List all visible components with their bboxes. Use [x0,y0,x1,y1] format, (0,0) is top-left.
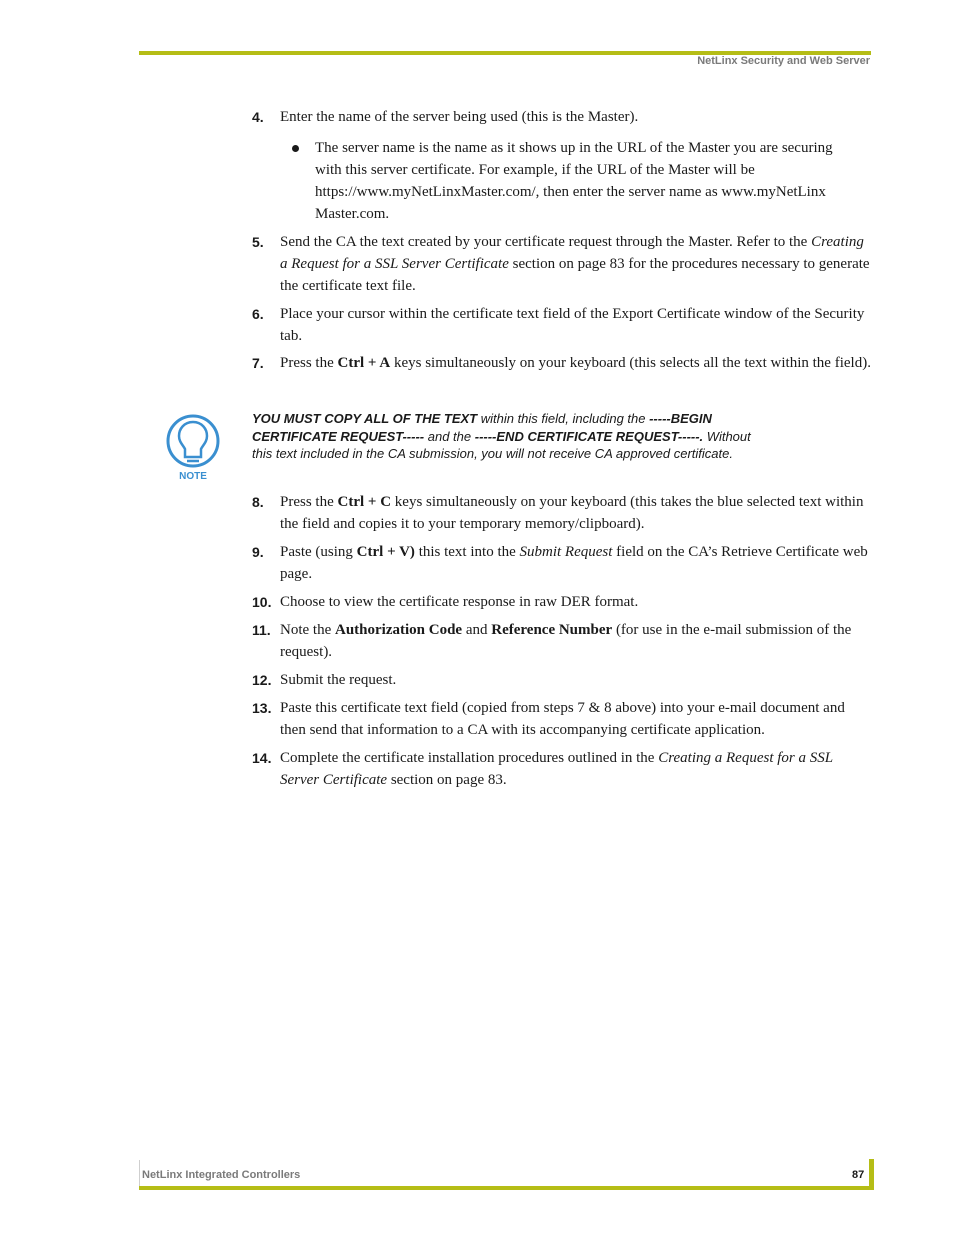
doc-reference: Creating a Request for a SSL Server Certificate [280,750,833,788]
step-5 [252,231,872,297]
bullet-text: The server name is the name as it shows up in the URL of the Master you are securing with this server certificate. For example, if the URL of the Master will be https://www.myNetLinxMaster.com/, then enter the server name as www.myNetLinx Master.com. [315,140,833,222]
step-14 [252,747,872,791]
step-text: Choose to view the certificate response in raw DER format. [280,594,639,610]
step-13 [252,697,872,741]
step-text: Press the Ctrl + C keys simultaneously on your keyboard (this takes the blue selected text within the field and copies it to your temporary memory/clipboard). [280,494,864,532]
step-number: 7. [252,355,264,371]
step-9 [252,541,872,585]
step-text: Submit the request. [280,672,397,688]
footer-rule [139,1186,874,1190]
step-number: 14. [252,750,272,766]
step-8 [252,491,872,535]
page-number: 87 [852,1169,865,1181]
step-number: 13. [252,700,272,716]
note-lightbulb-icon [164,412,222,482]
step-text: Enter the name of the server being used (this is the Master). [280,109,639,125]
header-title: NetLinx Security and Web Server [697,55,870,67]
step-text: Complete the certificate installation procedures outlined in the Creating a Request for a SSL Server Certificate section on page 83. [280,750,833,788]
key-combo: Ctrl + A [337,355,391,371]
step-text: Place your cursor within the certificate text field of the Export Certificate window of the Security tab. [280,306,865,344]
note-text: YOU MUST COPY ALL OF THE TEXT within this field, including the -----BEGIN CERTIFICATE REQUEST----- and the -----END CERTIFICATE REQUEST-----. Without this text included in the CA submission, you will not receive CA approved certificate. [252,411,751,461]
doc-reference: Creating a Request for a SSL Server Certificate [280,234,864,272]
step-number: 10. [252,594,272,610]
bullet-dot [292,145,299,152]
key-combo: Ctrl + C [337,494,392,510]
step-text: Paste this certificate text field (copied from steps 7 & 8 above) into your e-mail document and then send that information to a CA with its accompanying certificate application. [280,700,845,738]
step-number: 9. [252,544,264,560]
note-icon-label: NOTE [179,471,207,482]
footer-divider [139,1160,140,1188]
step-7 [252,352,872,374]
step-number: 11. [252,622,271,638]
step-number: 5. [252,234,264,250]
footer-title: NetLinx Integrated Controllers [142,1169,301,1181]
step-number: 12. [252,672,272,688]
key-combo: Ctrl + V) [356,544,415,560]
bullet-item [292,137,862,225]
step-11 [252,619,872,663]
step-4 [252,106,872,128]
step-12 [252,669,872,691]
step-number: 8. [252,494,264,510]
step-text: Note the Authorization Code and Reference Number (for use in the e-mail submission of the request). [280,622,852,660]
step-number: 4. [252,109,264,125]
step-text: Press the Ctrl + A keys simultaneously on your keyboard (this selects all the text within the field). [280,355,871,371]
step-6 [252,303,872,347]
step-10 [252,591,872,613]
footer-accent-bar [869,1159,874,1190]
step-text: Send the CA the text created by your certificate request through the Master. Refer to the Creating a Request for a SSL Server Certificate section on page 83 for the procedures necessary to generate the certificate text file. [280,234,870,294]
step-number: 6. [252,306,264,322]
step-text: Paste (using Ctrl + V) this text into the Submit Request field on the CA’s Retrieve Certificate web page. [280,544,868,582]
doc-reference: Submit Request [519,544,613,560]
